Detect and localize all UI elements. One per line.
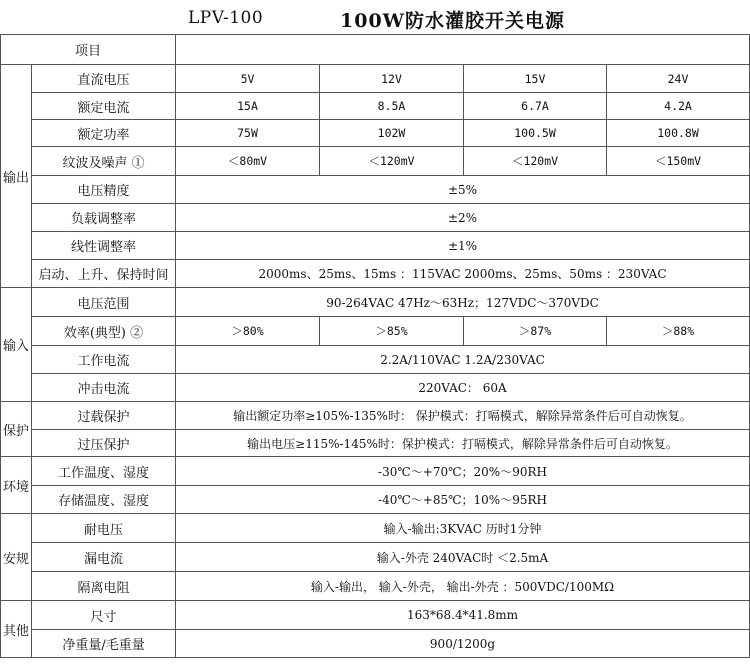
value-cell: 75W <box>176 120 320 147</box>
group-label: 其他 <box>1 601 32 658</box>
row-label: 工作温度、湿度 <box>32 457 176 486</box>
header-empty-cell <box>176 35 750 65</box>
spanned-value-cell: -30℃～+70℃；20%～90RH <box>176 457 750 486</box>
spec-row <box>1 630 750 658</box>
row-label: 工作电流 <box>32 346 176 374</box>
value-cell: 24V <box>607 65 750 93</box>
value-cell: ＜80mV <box>176 147 320 176</box>
row-label: 电压范围 <box>32 288 176 317</box>
spanned-value-cell: ±2% <box>176 204 750 232</box>
row-label: 尺寸 <box>32 601 176 630</box>
row-label: 启动、上升、保持时间 <box>32 260 176 288</box>
group-label: 输入 <box>1 288 32 402</box>
document-title <box>0 0 750 34</box>
row-label: 线性调整率 <box>32 232 176 260</box>
value-cell: ＞87% <box>464 317 607 346</box>
spanned-value-cell: 2000ms、25ms、15ms ：115VAC 2000ms、25ms、50ms ：230VAC <box>176 260 750 288</box>
value-cell: 12V <box>320 65 464 93</box>
spanned-value-cell: 输入-输出:3KVAC 历时1分钟 <box>176 514 750 543</box>
spec-row <box>1 204 750 232</box>
value-cell: 100.5W <box>464 120 607 147</box>
spanned-value-cell: 输出电压≥115%-145%时：保护模式：打嗝模式，解除异常条件后可自动恢复。 <box>176 430 750 457</box>
spec-row <box>1 346 750 374</box>
row-label: 电压精度 <box>32 176 176 204</box>
spanned-value-cell: 输出额定功率≥105%-135%时： 保护模式：打嗝模式，解除异常条件后可自动恢复。 <box>176 402 750 430</box>
model-number: LPV-100 <box>188 8 264 28</box>
row-label: 额定功率 <box>32 120 176 147</box>
spanned-value-cell: 90-264VAC 47Hz～63Hz；127VDC～370VDC <box>176 288 750 317</box>
value-cell: ＜150mV <box>607 147 750 176</box>
group-label: 安规 <box>1 514 32 601</box>
spec-row <box>1 232 750 260</box>
spec-row <box>1 601 750 630</box>
spec-row <box>1 514 750 543</box>
spec-row <box>1 572 750 601</box>
value-cell: ＞88% <box>607 317 750 346</box>
spec-row <box>1 120 750 147</box>
spec-row <box>1 176 750 204</box>
spec-row <box>1 457 750 486</box>
row-label: 冲击电流 <box>32 374 176 402</box>
spec-row <box>1 65 750 93</box>
row-label: 效率(典型) ② <box>32 317 176 346</box>
spec-row <box>1 317 750 346</box>
row-label: 纹波及噪声 ① <box>32 147 176 176</box>
value-cell: 6.7A <box>464 93 607 120</box>
spanned-value-cell: ±5% <box>176 176 750 204</box>
spanned-value-cell: 900/1200g <box>176 630 750 658</box>
row-label: 直流电压 <box>32 65 176 93</box>
spec-row <box>1 147 750 176</box>
value-cell: 5V <box>176 65 320 93</box>
row-label: 耐电压 <box>32 514 176 543</box>
spanned-value-cell: 220VAC： 60A <box>176 374 750 402</box>
value-cell: ＞80% <box>176 317 320 346</box>
spanned-value-cell: 2.2A/110VAC 1.2A/230VAC <box>176 346 750 374</box>
row-label: 过压保护 <box>32 430 176 457</box>
spanned-value-cell: ±1% <box>176 232 750 260</box>
row-label: 净重量/毛重量 <box>32 630 176 658</box>
group-label: 输出 <box>1 65 32 288</box>
spec-row <box>1 486 750 514</box>
spec-row <box>1 430 750 457</box>
group-label: 保护 <box>1 402 32 457</box>
row-label: 负载调整率 <box>32 204 176 232</box>
spec-table <box>0 34 750 658</box>
row-label: 存储温度、湿度 <box>32 486 176 514</box>
spec-row <box>1 543 750 572</box>
value-cell: ＜120mV <box>320 147 464 176</box>
spec-row <box>1 93 750 120</box>
spec-row <box>1 288 750 317</box>
row-label: 隔离电阻 <box>32 572 176 601</box>
value-cell: 4.2A <box>607 93 750 120</box>
spec-row <box>1 402 750 430</box>
value-cell: 15V <box>464 65 607 93</box>
item-header-cell: 项目 <box>1 35 176 65</box>
spec-row <box>1 260 750 288</box>
spanned-value-cell: 输入-外壳 240VAC时 ＜2.5mA <box>176 543 750 572</box>
value-cell: ＞85% <box>320 317 464 346</box>
spanned-value-cell: 163*68.4*41.8mm <box>176 601 750 630</box>
value-cell: 102W <box>320 120 464 147</box>
spanned-value-cell: 输入-输出， 输入-外壳， 输出-外壳 ：500VDC/100MΩ <box>176 572 750 601</box>
value-cell: 8.5A <box>320 93 464 120</box>
value-cell: 15A <box>176 93 320 120</box>
row-label: 额定电流 <box>32 93 176 120</box>
product-name: 100W防水灌胶开关电源 <box>340 10 565 32</box>
header-row <box>1 35 750 65</box>
spanned-value-cell: -40℃～+85℃；10%～95RH <box>176 486 750 514</box>
row-label: 过载保护 <box>32 402 176 430</box>
value-cell: ＜120mV <box>464 147 607 176</box>
spec-row <box>1 374 750 402</box>
group-label: 环境 <box>1 457 32 514</box>
value-cell: 100.8W <box>607 120 750 147</box>
row-label: 漏电流 <box>32 543 176 572</box>
